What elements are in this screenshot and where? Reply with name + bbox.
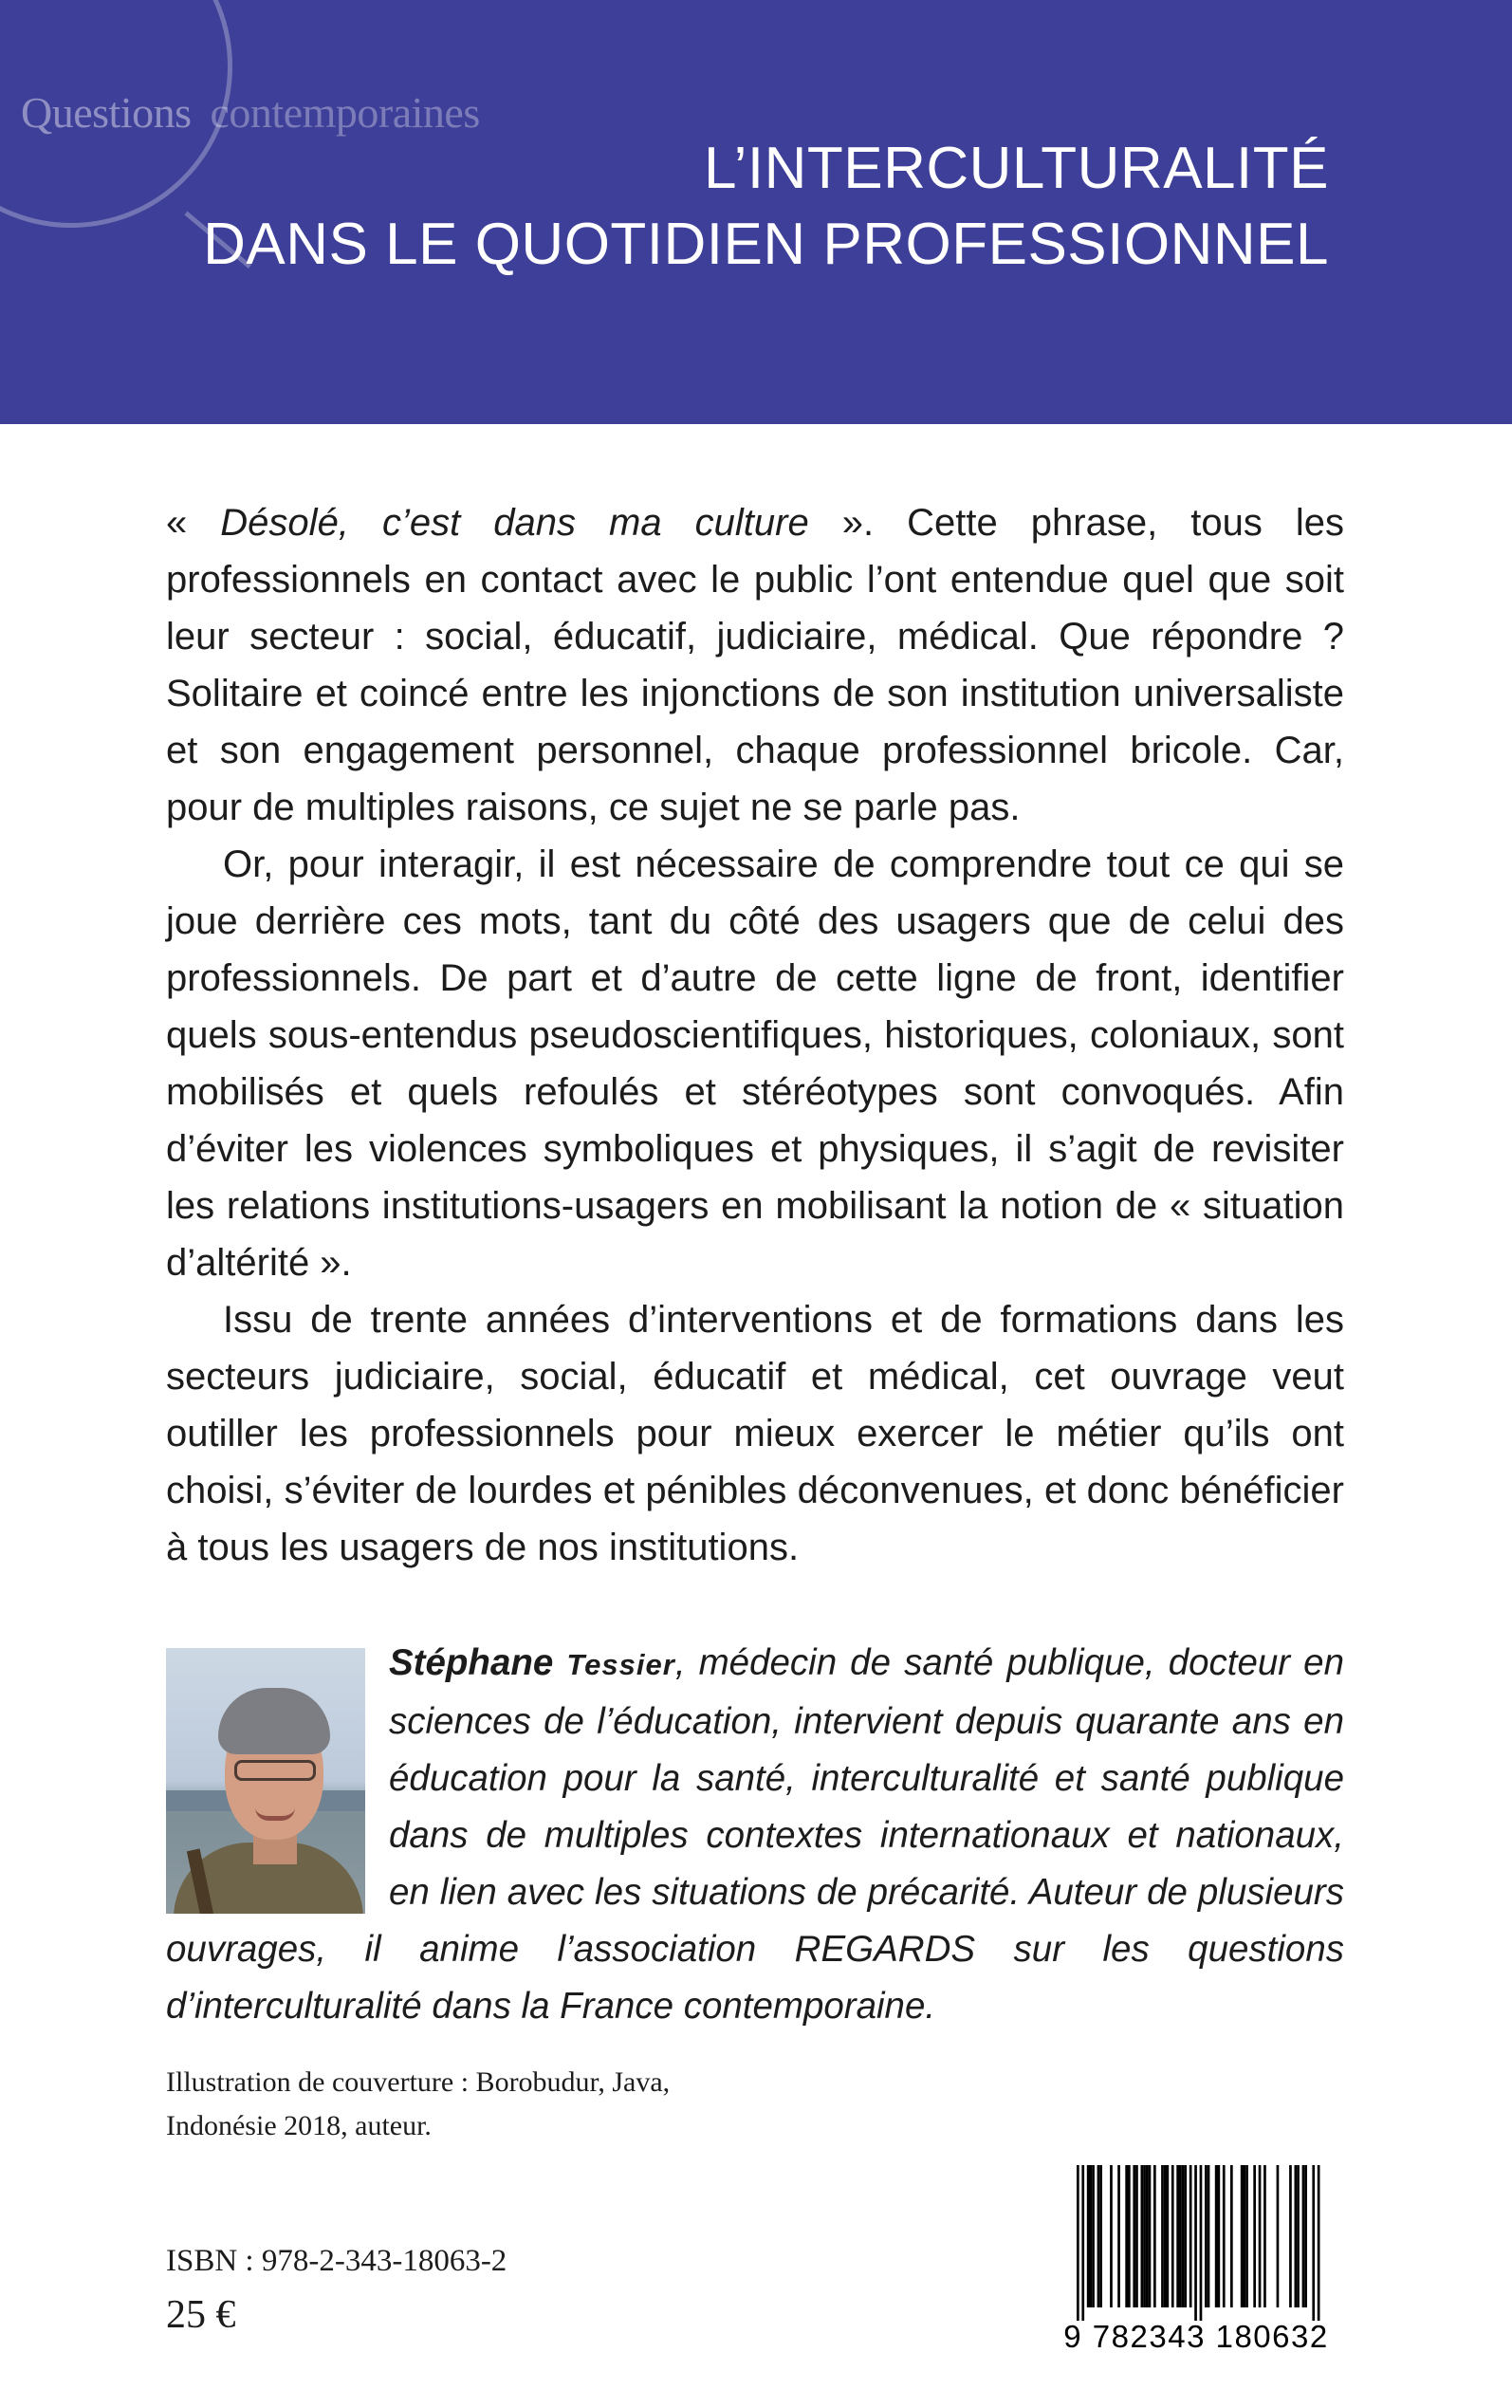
quote-open: «	[166, 502, 221, 544]
author-photo	[166, 1648, 365, 1914]
quote-text: Désolé, c’est dans ma culture	[220, 502, 809, 544]
blurb	[166, 494, 1344, 1576]
author-bio	[166, 1635, 1344, 2035]
blurb-paragraph-1-rest: ». Cette phrase, tous les professionnels en contact avec le public l’ont entendue quel que soit leur secteur : social, éducatif, judiciaire, médical. Que répondre ? Solitaire et coincé entre les injonctions de son institution universaliste et son engagement personnel, chaque professionnel bricole. Car, pour de multiples raisons, ce sujet ne se parle pas.	[166, 502, 1345, 828]
cover-credit-line-2: Indonésie 2018, auteur.	[166, 2110, 432, 2141]
barcode	[1048, 2161, 1344, 2366]
blurb-paragraph-2: Or, pour interagir, il est nécessaire de comprendre tout ce qui se joue derrière ces mots, tant du côté des usagers que de celui des professionnels. De part et d’autre de cette ligne de front, identifier quels sous-entendus pseudoscientifiques, historiques, coloniaux, sont mobilisés et quels refoulés et stéréotypes sont convoqués. Afin d’éviter les violences symboliques et physiques, il s’agit de revisiter les relations institutions-usagers en mobilisant la notion de « situation d’altérité ».	[166, 843, 1344, 1284]
book-title	[96, 131, 1329, 283]
barcode-bars-icon	[1048, 2161, 1344, 2323]
author-last-name: Tessier	[566, 1648, 675, 1681]
author-first-name: Stéphane	[389, 1642, 567, 1683]
author-name	[389, 1642, 675, 1683]
series-word-questions: Questions	[21, 88, 192, 137]
cover-credit	[166, 2061, 735, 2148]
blurb-paragraph-1	[166, 494, 1344, 836]
price: 25 €	[166, 2293, 236, 2337]
isbn: ISBN : 978-2-343-18063-2	[166, 2244, 507, 2278]
series-word-contemporaines: contemporaines	[210, 88, 480, 137]
blurb-paragraph-3: Issu de trente années d’interventions et de formations dans les secteurs judiciaire, social, éducatif et médical, cet ouvrage veut outiller les professionnels pour mieux exercer le métier qu’ils ont choisi, s’éviter de lourdes et pénibles déconvenues, et donc bénéficier à tous les usagers de nos institutions.	[166, 1299, 1344, 1568]
book-title-line-2: DANS LE QUOTIDIEN PROFESSIONNEL	[203, 212, 1329, 277]
author-bio-text: , médecin de santé publique, docteur en sciences de l’éducation, intervient depuis quarante ans en éducation pour la santé, interculturalité et santé publique dans de multiples contextes internationaux et nationaux, en lien avec les situations de précarité. Auteur de plusieurs ouvrages, il anime l’association REGARDS sur les questions d’interculturalité dans la France contemporaine.	[166, 1642, 1345, 2027]
barcode-number: 9 782343 180632	[1063, 2319, 1329, 2354]
header-band	[0, 0, 1512, 424]
book-title-line-1: L’INTERCULTURALITÉ	[704, 136, 1329, 201]
cover-credit-line-1: Illustration de couverture : Borobudur, Java,	[166, 2066, 671, 2098]
